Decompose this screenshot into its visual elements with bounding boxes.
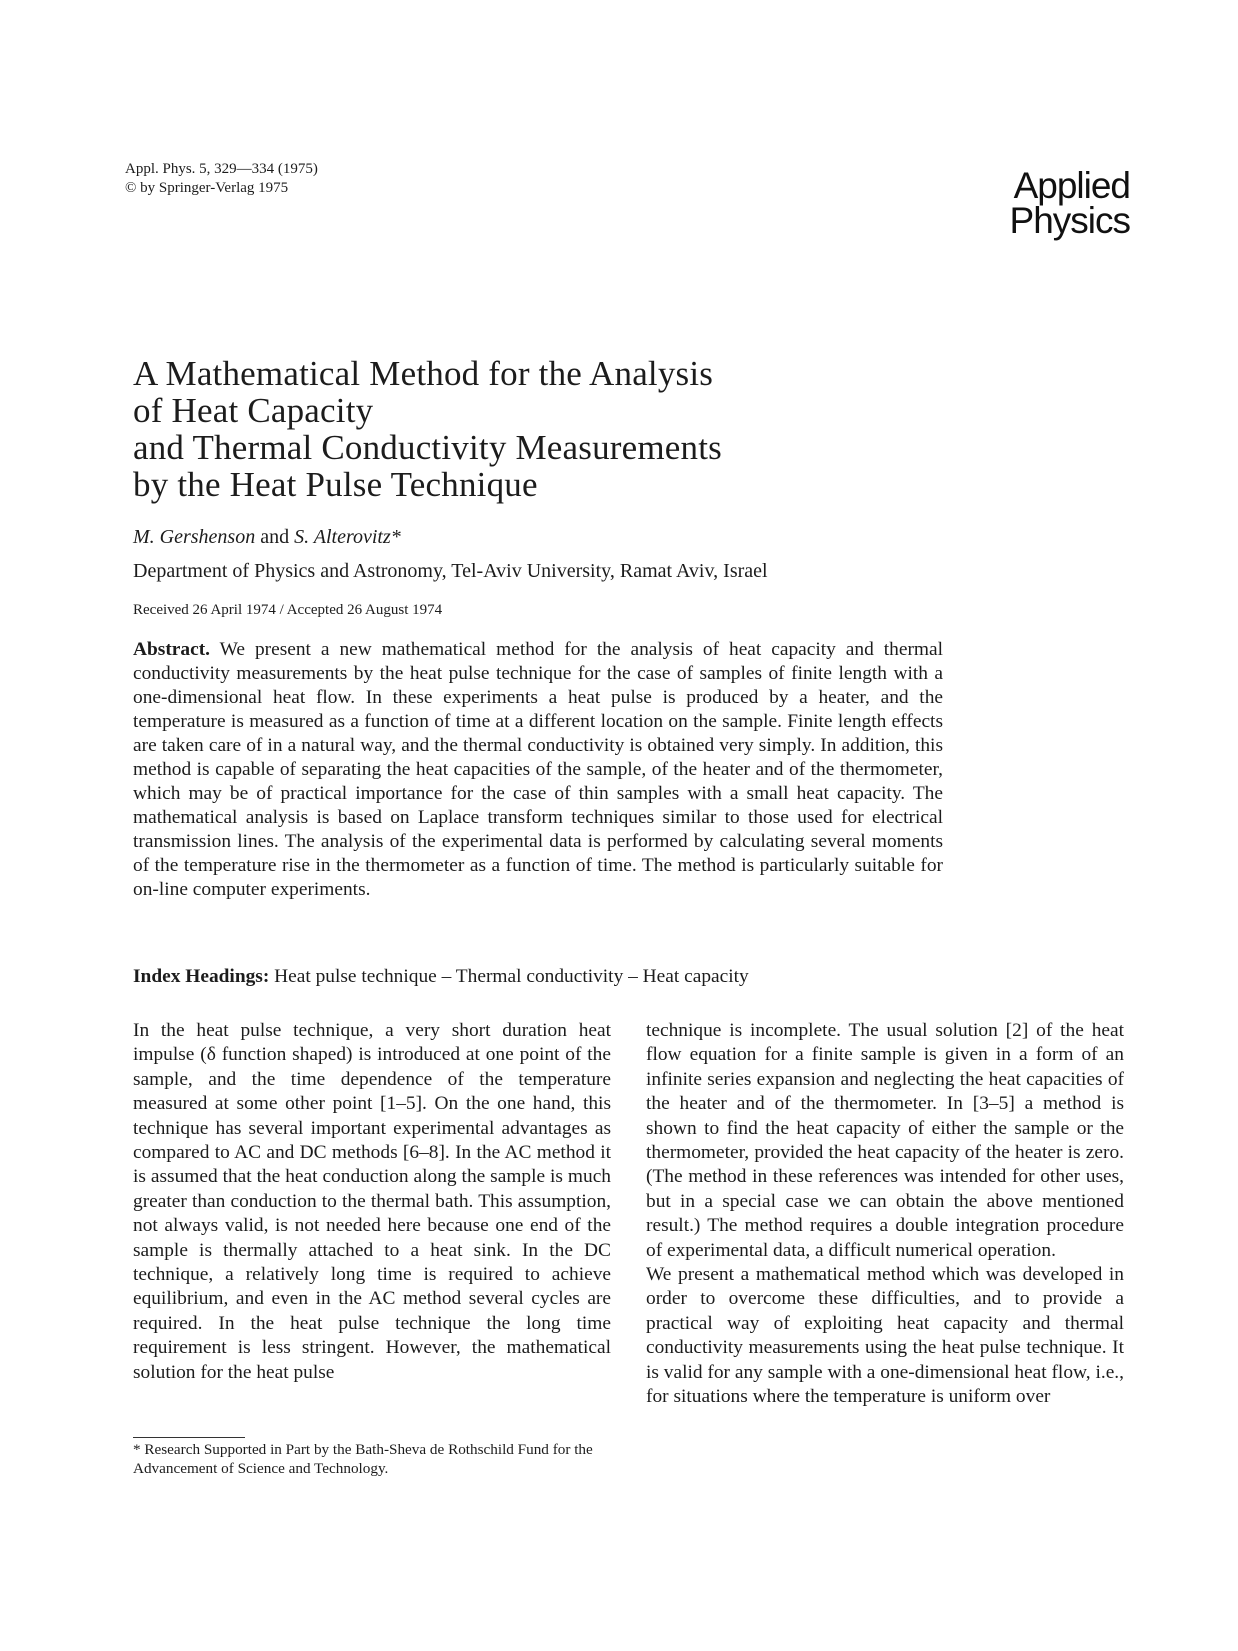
journal-logo-line2: Physics <box>1009 200 1130 241</box>
received-dates: Received 26 April 1974 / Accepted 26 August 1974 <box>133 602 443 618</box>
affiliation: Department of Physics and Astronomy, Tel-Aviv University, Ramat Aviv, Israel <box>133 560 768 582</box>
title-line: A Mathematical Method for the Analysis <box>133 354 714 393</box>
copyright-line: © by Springer-Verlag 1975 <box>125 180 289 196</box>
citation-volume-line: Appl. Phys. 5, 329—334 (1975) <box>125 161 318 177</box>
body-paragraph: In the heat pulse technique, a very short duration heat impulse (δ function shaped) is introduced at one point of the sample, and the time dependence of the temperature measured at some other point [1–5]. On the one hand, this technique has several important experimental advantages as compared to AC and DC methods [6–8]. In the AC method it is assumed that the heat conduction along the sample is much greater than conduction to the thermal bath. This assumption, not always valid, is not needed here because one end of the sample is thermally attached to a heat sink. In the DC technique, a relatively long time is required to achieve equilibrium, and even in the AC method several cycles are required. In the heat pulse technique the long time requirement is less stringent. However, the mathematical solution for the heat pulse <box>133 1020 611 1383</box>
title-line: by the Heat Pulse Technique <box>133 465 538 504</box>
paper-title <box>133 355 953 503</box>
abstract-text: We present a new mathematical method for the analysis of heat capacity and thermal conductivity measurements by the heat pulse technique for the case of samples of finite length with a one-dimensional heat flow. In these experiments a heat pulse is produced by a heater, and the temperature is measured as a function of time at a different location on the sample. Finite length effects are taken care of in a natural way, and the thermal conductivity is obtained very simply. In addition, this method is capable of separating the heat capacities of the sample, of the heater and of the thermometer, which may be of practical importance for the case of thin samples with a small heat capacity. The mathematical analysis is based on Laplace transform techniques similar to those used for electrical transmission lines. The analysis of the experimental data is performed by calculating several moments of the temperature rise in the thermometer as a function of time. The method is particularly suitable for on-line computer experiments. <box>133 639 943 900</box>
body-column-left <box>133 1019 611 1385</box>
index-headings-text: Heat pulse technique – Thermal conductivity – Heat capacity <box>269 966 749 987</box>
journal-logo <box>942 165 1130 241</box>
title-line: and Thermal Conductivity Measurements <box>133 428 722 467</box>
title-line: of Heat Capacity <box>133 391 374 430</box>
journal-logo-line1: Applied <box>1013 165 1130 206</box>
body-paragraph: technique is incomplete. The usual solution [2] of the heat flow equation for a finite sample is given in a form of an infinite series expansion and neglecting the heat capacities of the heater and of the thermometer. In [3–5] a method is shown to find the heat capacity of either the sample or the thermometer, provided the heat capacity of the heater is zero. (The method in these references was intended for other uses, but in a special case we can obtain the above mentioned result.) The method requires a double integration procedure of experimental data, a difficult numerical operation. <box>646 1020 1124 1261</box>
author-connector: and <box>255 526 295 548</box>
author-gershenson: M. Gershenson <box>133 526 256 548</box>
body-paragraph: We present a mathematical method which was developed in order to overcome these difficulties, and to provide a practical way of exploiting heat capacity and thermal conductivity measurements using the heat pulse technique. It is valid for any sample with a one-dimensional heat flow, i.e., for situations where the temperature is uniform over <box>646 1264 1124 1408</box>
abstract <box>133 638 943 902</box>
footnote-divider <box>133 1437 245 1438</box>
journal-citation <box>125 160 318 198</box>
index-headings-label: Index Headings: <box>133 966 270 987</box>
index-headings <box>133 966 749 988</box>
author-list <box>133 526 401 549</box>
footnote: * Research Supported in Part by the Bath-Sheva de Rothschild Fund for the Advancement of Science and Technology. <box>133 1441 593 1477</box>
author-alterovitz: S. Alterovitz* <box>294 526 401 548</box>
abstract-label: Abstract. <box>133 639 211 660</box>
body-column-right <box>646 1019 1124 1410</box>
